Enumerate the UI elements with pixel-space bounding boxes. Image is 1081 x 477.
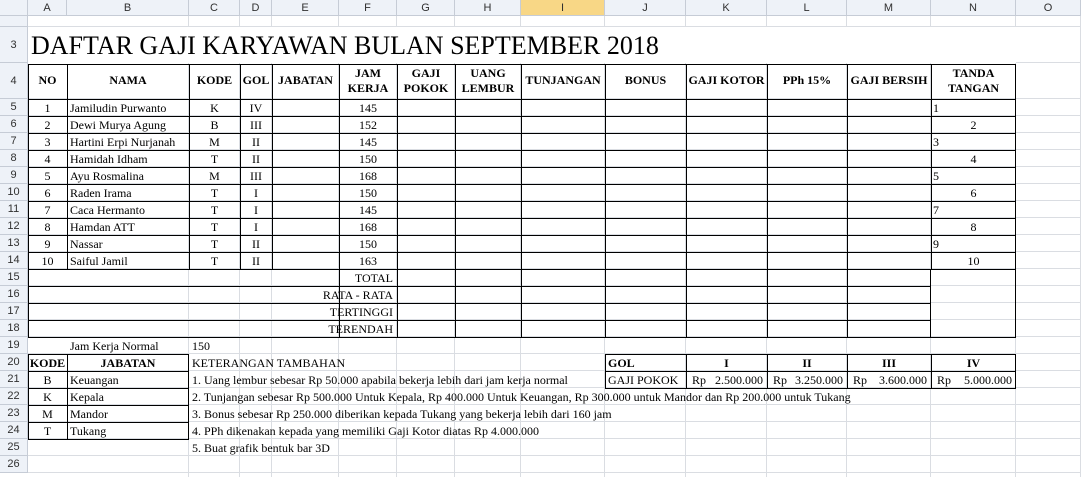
header-jabatan: JABATAN	[278, 73, 333, 87]
border-line	[847, 269, 848, 338]
border-line	[397, 269, 398, 338]
header-nama: NAMA	[109, 73, 147, 87]
header-kode: KODE	[196, 73, 233, 87]
cell-jam-kerja: 145	[359, 135, 377, 149]
cell-kode: T	[210, 254, 219, 268]
border-line	[28, 150, 1016, 151]
border-line	[605, 354, 1016, 355]
header-tunjangan: TUNJANGAN	[525, 73, 601, 87]
jabatan-kode: B	[43, 373, 52, 387]
cell-tanda-tangan: 8	[970, 220, 977, 234]
jabatan-name: Mandor	[70, 407, 108, 421]
column-header-b[interactable]: B	[67, 0, 189, 16]
cell-tanda-tangan: 10	[967, 254, 980, 268]
column-header-a[interactable]: A	[28, 0, 67, 16]
border-line	[605, 371, 1016, 372]
header-tanda-tangan-line2: TANGAN	[947, 81, 1000, 95]
row-header-20[interactable]: 20	[0, 354, 28, 371]
border-line	[686, 269, 687, 338]
border-line	[188, 354, 189, 440]
header-uang-lembur-line1: UANG	[470, 66, 506, 80]
cell-nama: Hamidah Idham	[70, 152, 148, 166]
summary-label-terendah: TERENDAH	[328, 322, 393, 336]
row-header-13[interactable]: 13	[0, 235, 28, 252]
cell-nama: Jamiludin Purwanto	[70, 101, 167, 115]
select-all-corner[interactable]	[0, 0, 28, 16]
cell-jam-kerja: 168	[359, 220, 377, 234]
column-header-n[interactable]: N	[931, 0, 1016, 16]
cell-jam-kerja: 163	[359, 254, 377, 268]
border-line	[67, 354, 68, 440]
border-line	[28, 116, 1016, 117]
row-header-3[interactable]: 3	[0, 27, 28, 63]
cell-nama: Ayu Rosmalina	[70, 169, 144, 183]
border-line	[605, 269, 606, 338]
column-header-o[interactable]: O	[1016, 0, 1081, 16]
cell-no: 3	[44, 135, 51, 149]
border-line	[28, 201, 1016, 202]
border-line	[931, 64, 932, 270]
column-header-l[interactable]: L	[767, 0, 847, 16]
cell-gol: IV	[249, 101, 263, 115]
cell-kode: M	[209, 135, 220, 149]
cell-no: 8	[44, 220, 51, 234]
column-header-m[interactable]: M	[847, 0, 931, 16]
border-line	[28, 167, 1016, 168]
jabatan-name: Keuangan	[70, 373, 119, 387]
border-line	[455, 269, 456, 338]
cell-nama: Hamdan ATT	[70, 220, 135, 234]
cell-tanda-tangan: 3	[933, 135, 939, 149]
row-header-17[interactable]: 17	[0, 303, 28, 320]
cell-nama: Hartini Erpi Nurjanah	[70, 135, 176, 149]
row-header-2[interactable]	[0, 16, 28, 27]
cell-no: 1	[44, 101, 51, 115]
border-line	[28, 269, 1016, 270]
cell-tanda-tangan: 9	[933, 237, 939, 251]
row-header-26[interactable]: 26	[0, 456, 28, 473]
cell-nama: Saiful Jamil	[70, 254, 128, 268]
cell-tanda-tangan: 5	[933, 169, 939, 183]
cell-gol: II	[252, 152, 260, 166]
jabatan-name: Kepala	[70, 390, 104, 404]
cell-gol: II	[252, 135, 260, 149]
keterangan-title: KETERANGAN TAMBAHAN	[192, 356, 346, 370]
header-tanda-tangan-line1: TANDA	[952, 66, 995, 80]
row-header-7[interactable]: 7	[0, 133, 28, 150]
cell-nama: Dewi Murya Agung	[70, 118, 166, 132]
column-header-g[interactable]: G	[397, 0, 455, 16]
cell-jam-kerja: 145	[359, 101, 377, 115]
cell-nama: Nassar	[70, 237, 103, 251]
jabatan-name: Tukang	[70, 424, 107, 438]
border-line	[397, 64, 398, 270]
cell-no: 5	[44, 169, 51, 183]
jam-kerja-normal-value: 150	[192, 339, 210, 353]
cell-no: 10	[41, 254, 54, 268]
cell-gol: III	[250, 118, 262, 132]
page-title: DAFTAR GAJI KARYAWAN BULAN SEPTEMBER 2018	[31, 31, 659, 60]
row-header-11[interactable]: 11	[0, 201, 28, 218]
border-line	[272, 64, 273, 270]
border-line	[767, 64, 768, 270]
row-header-9[interactable]: 9	[0, 167, 28, 184]
border-line	[28, 337, 931, 338]
border-line	[1015, 64, 1016, 270]
border-line	[28, 303, 931, 304]
border-line	[847, 64, 848, 270]
keterangan-item: 3. Bonus sebesar Rp 250.000 diberikan kepada Tukang yang bekerja lebih dari 160 jam	[192, 407, 612, 421]
border-line	[455, 64, 456, 270]
border-line	[521, 64, 522, 270]
header-jam-kerja-line2: KERJA	[347, 81, 389, 95]
row-header-16[interactable]: 16	[0, 286, 28, 303]
table-top-border	[28, 64, 1016, 65]
row-header-21[interactable]: 21	[0, 371, 28, 388]
border-line	[930, 269, 931, 338]
column-header-h[interactable]: H	[455, 0, 521, 16]
cell-jam-kerja: 168	[359, 169, 377, 183]
cell-jam-kerja: 150	[359, 152, 377, 166]
border-line	[28, 252, 1016, 253]
cell-tanda-tangan: 2	[970, 118, 977, 132]
border-line	[930, 337, 1016, 338]
cell-jam-kerja: 150	[359, 237, 377, 251]
row-header-4[interactable]: 4	[0, 63, 28, 99]
cell-kode: T	[210, 152, 219, 166]
cell-no: 7	[44, 203, 51, 217]
cell-jam-kerja: 152	[359, 118, 377, 132]
column-header-f[interactable]: F	[339, 0, 397, 16]
header-gol: GOL	[242, 73, 270, 87]
border-line	[28, 235, 1016, 236]
cell-nama: Caca Hermanto	[70, 203, 145, 217]
border-line	[605, 354, 606, 389]
column-header-i[interactable]: I	[521, 0, 605, 16]
border-line	[1015, 269, 1016, 338]
header-gaji-kotor: GAJI KOTOR	[688, 73, 765, 87]
gridline-h	[28, 455, 1081, 456]
gol-amount-ii: 3.250.000	[795, 373, 843, 387]
row-header-18[interactable]: 18	[0, 320, 28, 337]
cell-gol: I	[254, 203, 258, 217]
border-line	[67, 64, 68, 270]
cell-no: 4	[44, 152, 51, 166]
summary-label-total: TOTAL	[354, 271, 393, 285]
row-header-14[interactable]: 14	[0, 252, 28, 269]
cell-no: 9	[44, 237, 51, 251]
jabatan-kode: T	[43, 424, 52, 438]
row-header-23[interactable]: 23	[0, 405, 28, 422]
row-header-8[interactable]: 8	[0, 150, 28, 167]
cell-nama: Raden Irama	[70, 186, 132, 200]
border-line	[767, 269, 768, 338]
gol-amount-iii: 3.600.000	[879, 373, 927, 387]
border-line	[28, 354, 189, 355]
gol-currency: Rp	[853, 373, 868, 387]
cell-gol: III	[250, 169, 262, 183]
column-header-c[interactable]: C	[189, 0, 240, 16]
gol-header-ii: II	[802, 356, 812, 370]
border-line	[28, 371, 189, 372]
summary-label-tertinggi: TERTINGGI	[329, 305, 393, 319]
jam-kerja-normal-label: Jam Kerja Normal	[70, 339, 159, 353]
gol-currency: Rp	[773, 373, 788, 387]
border-line	[686, 64, 687, 270]
row-header-15[interactable]: 15	[0, 269, 28, 286]
column-header-e[interactable]: E	[272, 0, 339, 16]
border-line	[28, 354, 29, 440]
cell-kode: T	[210, 186, 219, 200]
row-header-6[interactable]: 6	[0, 116, 28, 133]
cell-kode: K	[210, 101, 219, 115]
gol-header-i: I	[724, 356, 729, 370]
header-uang-lembur-line2: LEMBUR	[461, 81, 515, 95]
row-header-19[interactable]: 19	[0, 337, 28, 354]
gol-currency: Rp	[692, 373, 707, 387]
gol-amount-iv: 5.000.000	[964, 373, 1012, 387]
table-header-bottom	[28, 99, 1016, 100]
keterangan-item: 2. Tunjangan sebesar Rp 500.000 Untuk Kepala, Rp 400.000 Untuk Keuangan, Rp 300.000 untuk Mandor dan Rp 200.000 untuk Tukang	[192, 390, 851, 404]
header-gaji-pokok-line2: POKOK	[403, 81, 449, 95]
column-header-j[interactable]: J	[605, 0, 686, 16]
border-line	[28, 422, 189, 423]
header-gaji-pokok-line1: GAJI	[411, 66, 441, 80]
border-line	[605, 64, 606, 270]
border-line	[28, 405, 189, 406]
header-bonus: BONUS	[624, 73, 667, 87]
cell-kode: M	[209, 169, 220, 183]
keterangan-item: 1. Uang lembur sebesar Rp 50.000 apabila bekerja lebih dari jam kerja normal	[192, 373, 568, 387]
cell-gol: II	[252, 237, 260, 251]
border-line	[28, 320, 931, 321]
border-line	[28, 184, 1016, 185]
summary-label-rata: RATA - RATA	[322, 288, 393, 302]
gridline-h	[28, 472, 1081, 473]
column-header-k[interactable]: K	[686, 0, 767, 16]
row-header-5[interactable]: 5	[0, 99, 28, 116]
border-line	[605, 388, 1016, 389]
cell-tanda-tangan: 6	[970, 186, 977, 200]
header-no: NO	[38, 73, 57, 87]
header-jam-kerja-line1: JAM	[355, 66, 381, 80]
jabatan-kode: K	[43, 390, 52, 404]
jabatan-kode: M	[42, 407, 53, 421]
border-line	[521, 269, 522, 338]
cell-tanda-tangan: 1	[933, 101, 939, 115]
jabatan-header-jabatan: JABATAN	[100, 356, 156, 370]
cell-no: 2	[44, 118, 51, 132]
cell-jam-kerja: 150	[359, 186, 377, 200]
row-header-10[interactable]: 10	[0, 184, 28, 201]
row-header-22[interactable]: 22	[0, 388, 28, 405]
cell-tanda-tangan: 4	[970, 152, 977, 166]
row-header-24[interactable]: 24	[0, 422, 28, 439]
header-gaji-bersih: GAJI BERSIH	[850, 73, 928, 87]
cell-tanda-tangan: 7	[933, 203, 939, 217]
cell-kode: T	[210, 237, 219, 251]
cell-kode: T	[210, 203, 219, 217]
gol-table-header: GOL	[608, 356, 635, 370]
cell-no: 6	[44, 186, 51, 200]
cell-kode: T	[210, 220, 219, 234]
gol-table-row-label: GAJI POKOK	[608, 373, 679, 387]
header-pph: PPh 15%	[782, 73, 832, 87]
gol-header-iv: IV	[966, 356, 981, 370]
gol-currency: Rp	[937, 373, 952, 387]
jabatan-header-kode: KODE	[29, 356, 66, 370]
border-line	[28, 133, 1016, 134]
gol-amount-i: 2.500.000	[715, 373, 763, 387]
border-line	[28, 286, 931, 287]
cell-gol: I	[254, 220, 258, 234]
row-header-25[interactable]: 25	[0, 439, 28, 456]
keterangan-item: 4. PPh dikenakan kepada yang memiliki Gaji Kotor diatas Rp 4.000.000	[192, 424, 539, 438]
cell-gol: I	[254, 186, 258, 200]
border-line	[28, 218, 1016, 219]
border-line	[28, 439, 189, 440]
cell-kode: B	[210, 118, 219, 132]
row-header-12[interactable]: 12	[0, 218, 28, 235]
cell-jam-kerja: 145	[359, 203, 377, 217]
cell-gol: II	[252, 254, 260, 268]
keterangan-item: 5. Buat grafik bentuk bar 3D	[192, 441, 330, 455]
border-line	[28, 388, 189, 389]
column-header-d[interactable]: D	[240, 0, 272, 16]
gol-header-iii: III	[881, 356, 896, 370]
